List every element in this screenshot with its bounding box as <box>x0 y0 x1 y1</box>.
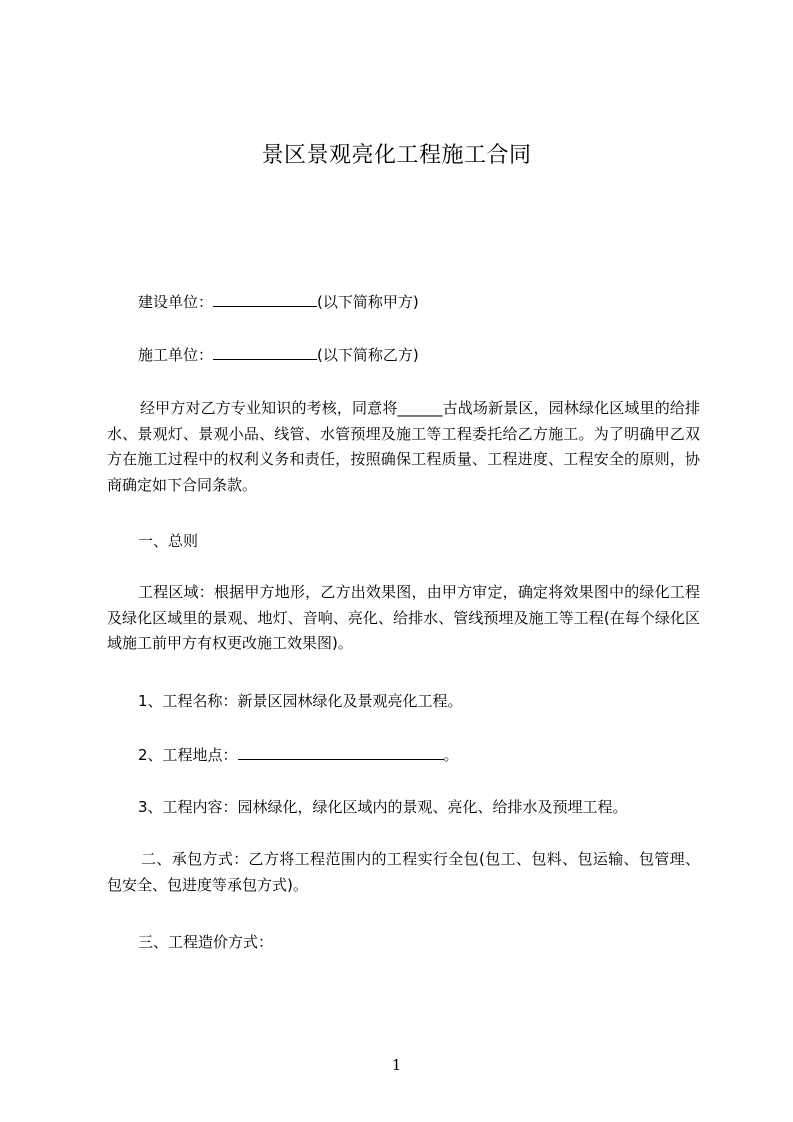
owner-blank <box>213 291 317 307</box>
section1-heading: 一、总则 <box>138 532 199 550</box>
contractor-label: 施工单位： <box>138 346 214 364</box>
contractor-suffix: (以下简称乙方) <box>317 346 419 364</box>
owner-line <box>138 291 419 312</box>
area-paragraph: 工程区域：根据甲方地形，乙方出效果图，由甲方审定，确定将效果图中的绿化工程及绿化区域里的景观、地灯、音响、亮化、给排水、管线预埋及施工等工程(在每个绿化区域施工前甲方有权更改施工效果图)。 <box>107 583 700 652</box>
intro-paragraph: 经甲方对乙方专业知识的考核，同意将______古战场新景区，园林绿化区域里的给排水、景观灯、景观小品、线管、水管预埋及施工等工程委托给乙方施工。为了明确甲乙双方在施工过程中的权利义务和责任，按照确保工程质量、工程进度、工程安全的原则，协商确定如下合同条款。 <box>107 399 700 494</box>
location-blank <box>238 744 444 760</box>
document-title: 景区景观亮化工程施工合同 <box>261 143 532 168</box>
contractor-line <box>138 344 419 365</box>
item2-label: 2、工程地点： <box>138 746 238 764</box>
item2-line <box>138 744 459 765</box>
item3-line: 3、工程内容：园林绿化，绿化区域内的景观、亮化、给排水及预埋工程。 <box>138 798 628 816</box>
section3-heading: 三、工程造价方式： <box>138 933 274 951</box>
page-number: 1 <box>391 1056 402 1074</box>
item2-end: 。 <box>443 746 459 764</box>
owner-suffix: (以下简称甲方) <box>317 293 419 311</box>
item1-line: 1、工程名称：新景区园林绿化及景观亮化工程。 <box>138 692 463 710</box>
section2-paragraph: 二、承包方式：乙方将工程范围内的工程实行全包(包工、包料、包运输、包管理、包安全、包进度等承包方式)。 <box>107 850 700 894</box>
owner-label: 建设单位： <box>138 293 214 311</box>
contractor-blank <box>213 344 317 360</box>
